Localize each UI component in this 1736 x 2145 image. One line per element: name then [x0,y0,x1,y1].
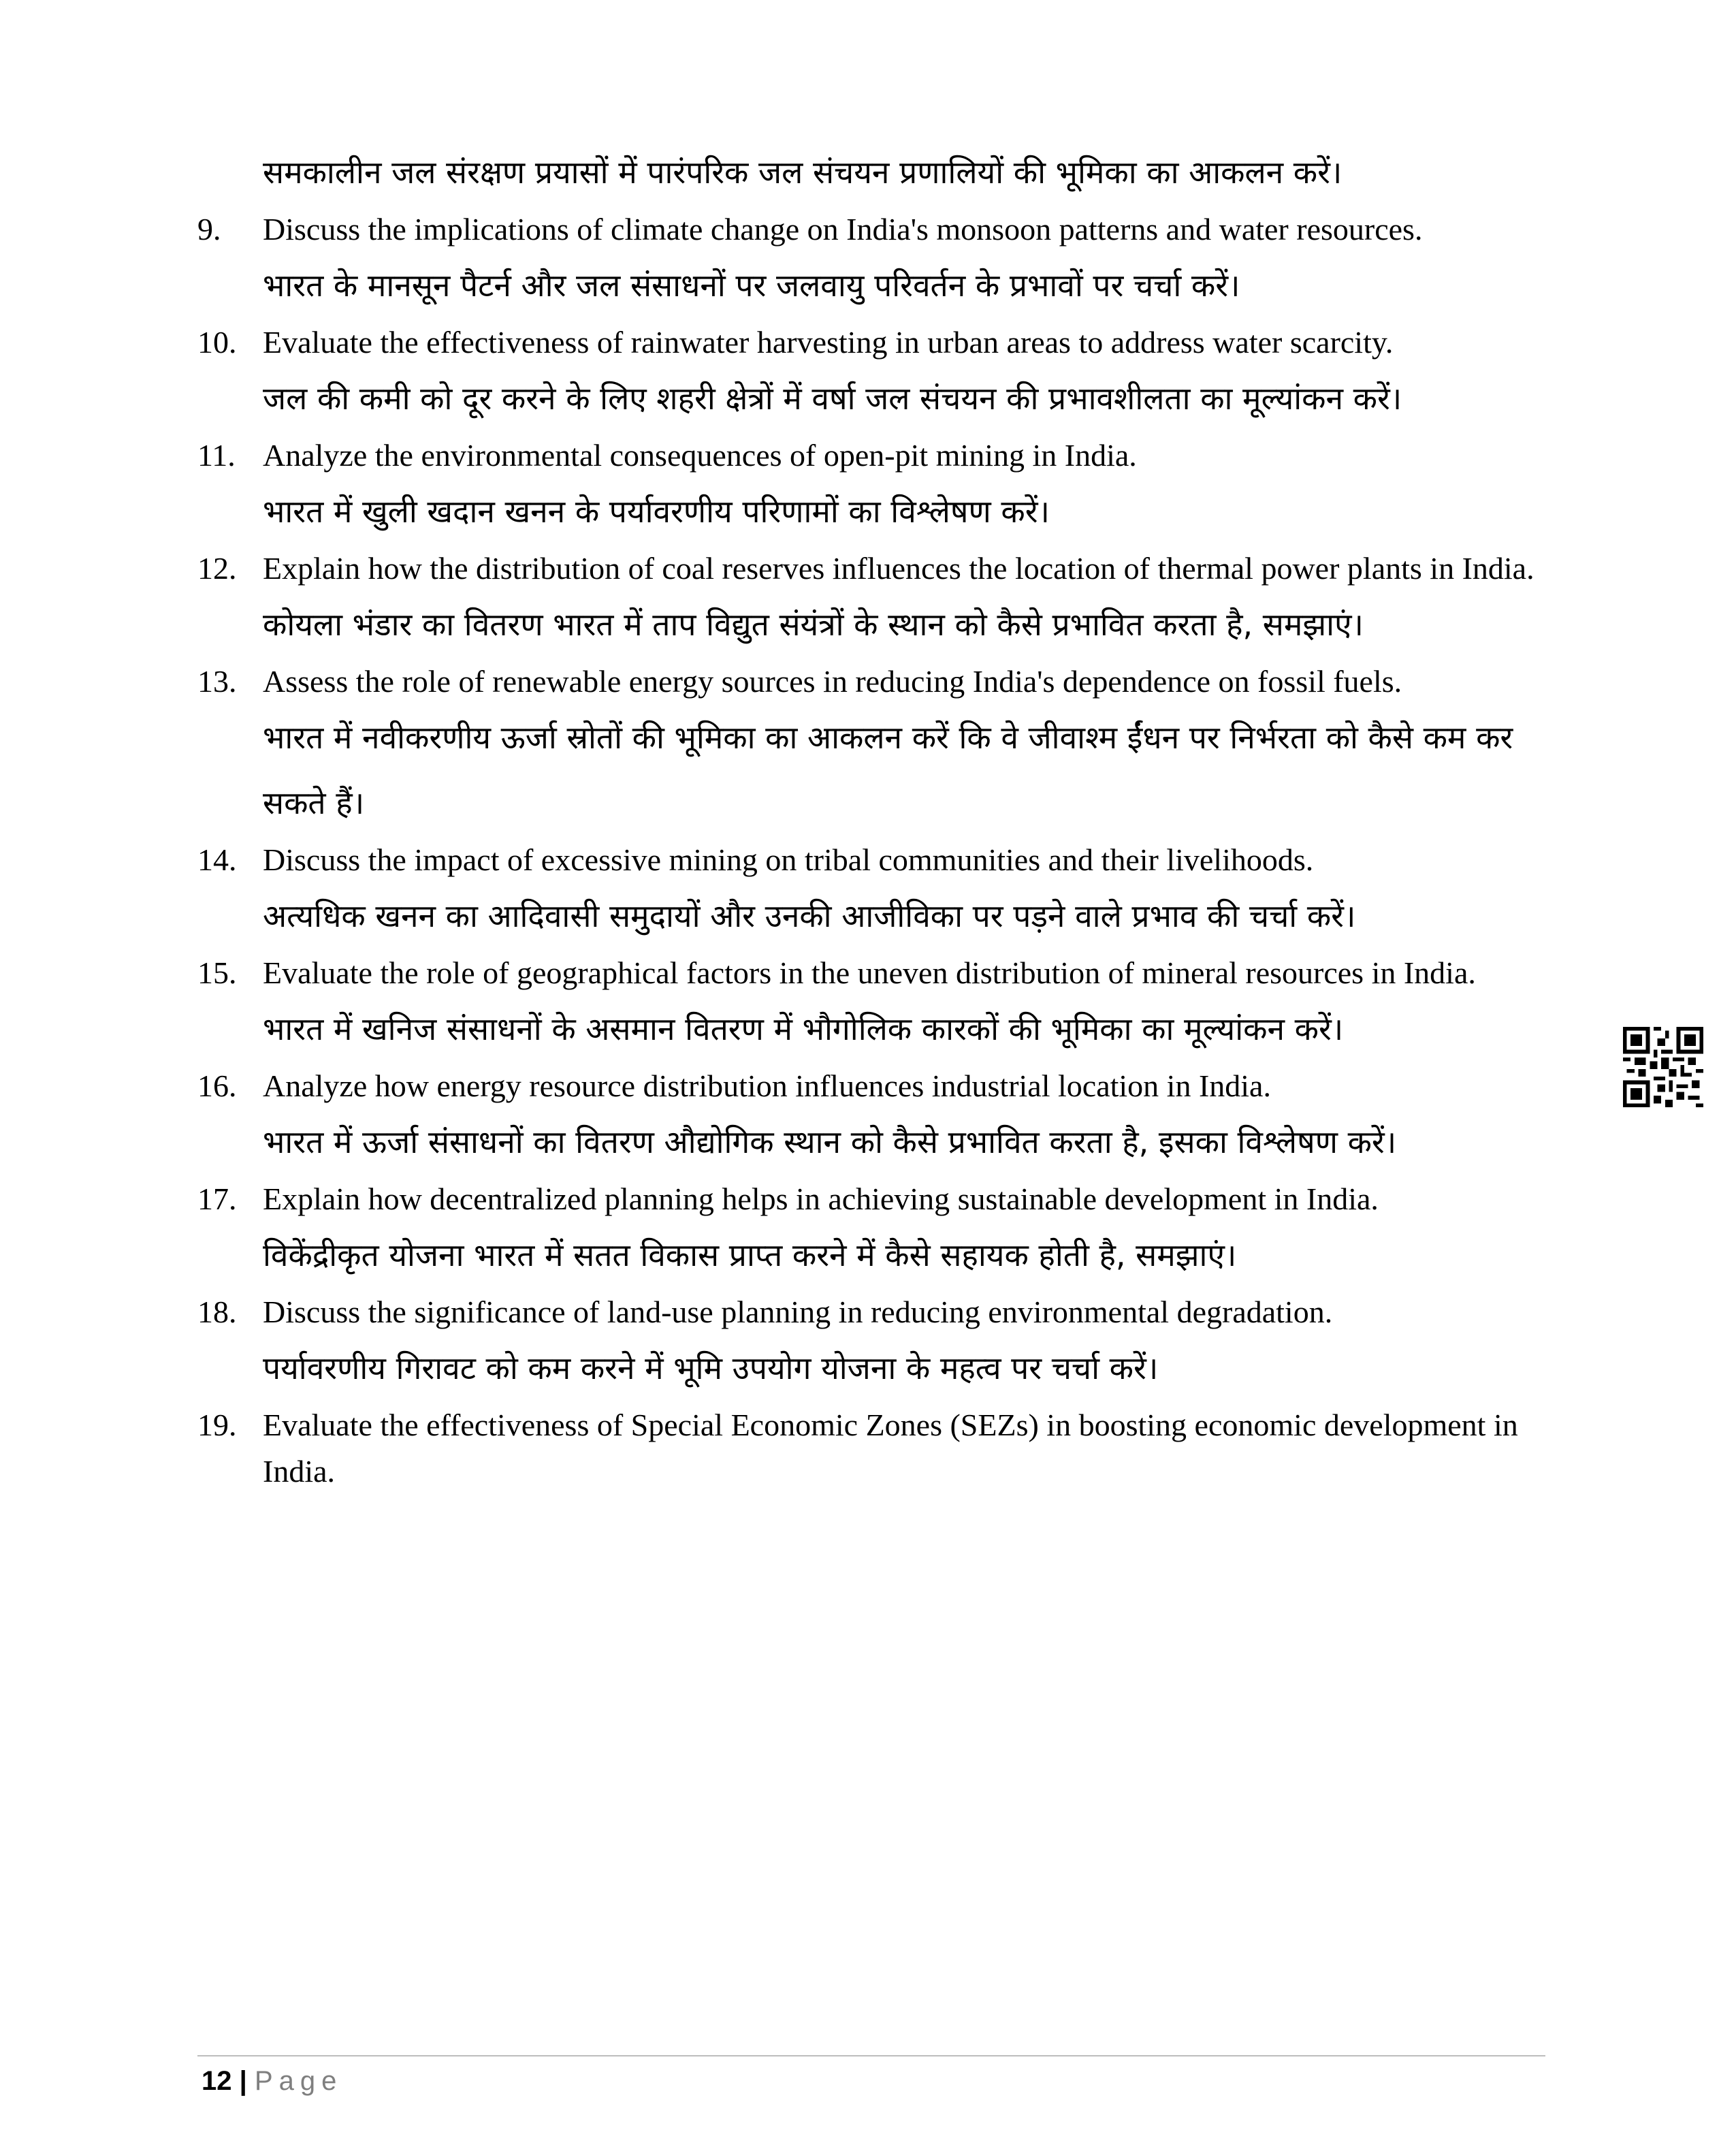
question-number: 10. [197,325,237,360]
question-body [263,1289,1545,1402]
question-item [197,1289,1545,1402]
question-item [197,545,1545,658]
question-english: Analyze how energy resource distribution influences industrial location in India. [263,1068,1271,1103]
question-hindi: भारत में खुली खदान खनन के पर्यावरणीय परिणामों का विश्लेषण करें। [263,493,1050,530]
question-english: Assess the role of renewable energy sources in reducing India's dependence on fossil fuels. [263,664,1402,699]
question-english: Discuss the significance of land-use planning in reducing environmental degradation. [263,1294,1333,1329]
question-number: 18. [197,1294,237,1329]
question-hindi: अत्यधिक खनन का आदिवासी समुदायों और उनकी आजीविका पर पड़ने वाले प्रभाव की चर्चा करें। [263,897,1356,934]
question-hindi: जल की कमी को दूर करने के लिए शहरी क्षेत्रों में वर्षा जल संचयन की प्रभावशीलता का मूल्यांकन करें। [263,380,1402,417]
question-english: Evaluate the role of geographical factors in the uneven distribution of mineral resources in India. [263,955,1476,990]
page-footer [202,2065,342,2097]
question-body [263,1063,1545,1176]
question-item [197,837,1545,950]
question-body [263,658,1545,837]
question-hindi: विकेंद्रीकृत योजना भारत में सतत विकास प्राप्त करने में कैसे सहायक होती है, समझाएं। [263,1237,1237,1273]
question-item [197,206,1545,319]
question-english: Analyze the environmental consequences of open-pit mining in India. [263,438,1137,473]
page-label: Page [254,2066,343,2096]
question-hindi: पर्यावरणीय गिरावट को कम करने में भूमि उपयोग योजना के महत्व पर चर्चा करें। [263,1350,1159,1386]
question-item [197,1402,1545,1495]
question-list [197,140,1545,1495]
question-number: 9. [197,212,221,247]
question-english: Discuss the implications of climate change on India's monsoon patterns and water resources. [263,212,1423,247]
question-body [263,545,1545,658]
page-number: 12 [202,2066,232,2096]
footer-divider [197,2055,1545,2056]
question-hindi: कोयला भंडार का वितरण भारत में ताप विद्युत संयंत्रों के स्थान को कैसे प्रभावित करता है, समझाएं। [263,606,1364,643]
question-item [197,319,1545,432]
footer-separator: | [239,2066,247,2096]
question-body [263,837,1545,950]
qr-code-icon[interactable] [1623,1027,1703,1107]
question-item [197,1063,1545,1176]
intro-hindi: समकालीन जल संरक्षण प्रयासों में पारंपरिक जल संचयन प्रणालियों की भूमिका का आकलन करें। [263,154,1343,191]
question-item [197,1176,1545,1289]
question-number: 12. [197,551,237,586]
question-body [263,432,1545,545]
question-english: Evaluate the effectiveness of rainwater harvesting in urban areas to address water scarcity. [263,325,1394,360]
question-body [263,950,1545,1063]
question-number: 15. [197,955,237,990]
question-number: 13. [197,664,237,699]
question-body [263,1176,1545,1289]
question-number: 19. [197,1408,237,1442]
question-number: 14. [197,842,237,877]
question-item [197,658,1545,837]
question-number: 16. [197,1068,237,1103]
question-body [263,319,1545,432]
question-english: Explain how decentralized planning helps in achieving sustainable development in India. [263,1181,1379,1216]
question-hindi: भारत के मानसून पैटर्न और जल संसाधनों पर जलवायु परिवर्तन के प्रभावों पर चर्चा करें। [263,267,1240,304]
question-hindi: भारत में खनिज संसाधनों के असमान वितरण में भौगोलिक कारकों की भूमिका का मूल्यांकन करें। [263,1011,1344,1047]
question-item [197,950,1545,1063]
question-hindi: भारत में नवीकरणीय ऊर्जा स्रोतों की भूमिका का आकलन करें कि वे जीवाश्म ईंधन पर निर्भरता को कैसे कम कर सकते हैं। [263,719,1513,821]
question-number: 11. [197,438,236,473]
question-english: Explain how the distribution of coal reserves influences the location of thermal power plants in India. [263,551,1534,586]
question-item [197,432,1545,545]
question-body [263,206,1545,319]
question-body [263,1402,1545,1495]
question-number: 17. [197,1181,237,1216]
question-english: Evaluate the effectiveness of Special Economic Zones (SEZs) in boosting economic development in India. [263,1408,1518,1489]
question-english: Discuss the impact of excessive mining on tribal communities and their livelihoods. [263,842,1314,877]
question-hindi: भारत में ऊर्जा संसाधनों का वितरण औद्योगिक स्थान को कैसे प्रभावित करता है, इसका विश्लेषण करें। [263,1124,1397,1160]
questions-container [197,206,1545,1495]
